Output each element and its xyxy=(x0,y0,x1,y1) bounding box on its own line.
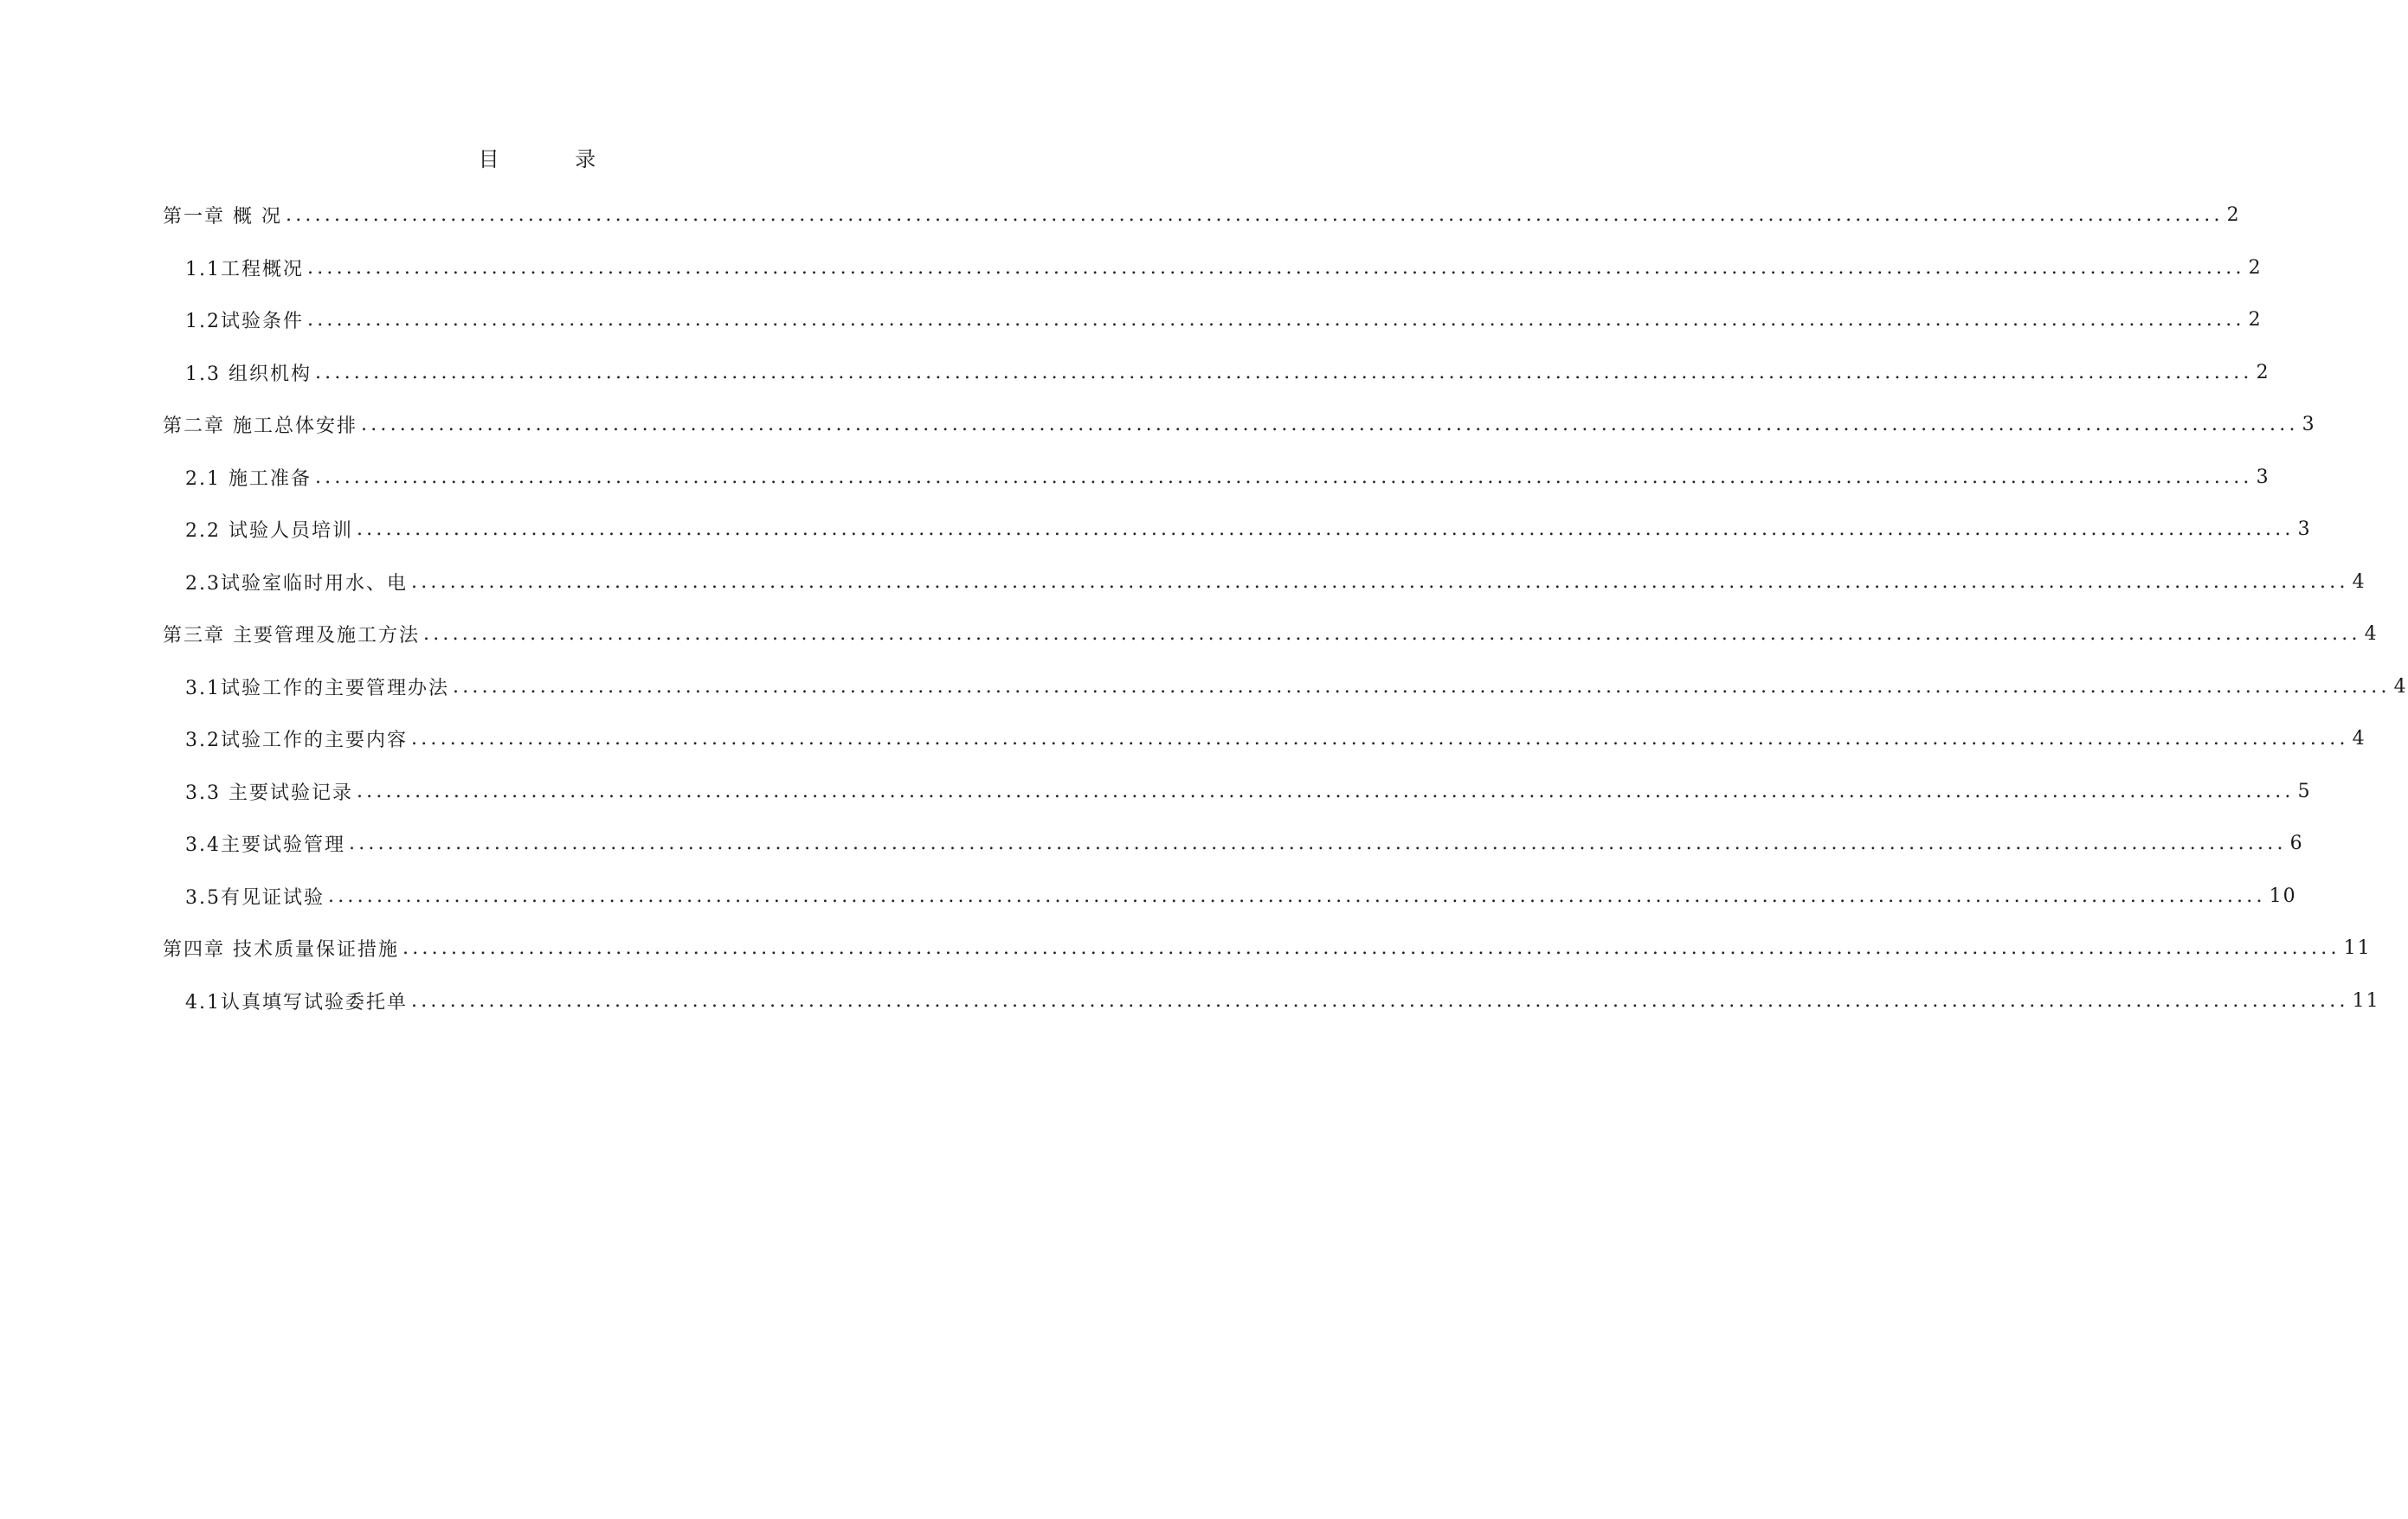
toc-page-number: 4 xyxy=(2393,675,2408,698)
toc-page-number: 5 xyxy=(2297,780,2312,802)
toc-page-number: 2 xyxy=(2248,308,2263,331)
toc-entry-label: 第一章 概 况 xyxy=(163,205,282,228)
toc-entry-label: 3.2试验工作的主要内容 xyxy=(185,729,408,751)
toc-entry[interactable] xyxy=(185,879,2297,913)
toc-entry[interactable] xyxy=(163,616,2379,651)
toc-page-number: 3 xyxy=(2302,413,2316,435)
toc-dot-leader: ........................................................................................................................................................................................................ xyxy=(423,622,2361,645)
toc-page-number: 11 xyxy=(2352,989,2380,1012)
toc-dot-leader: ........................................................................................................................................................................................................ xyxy=(286,203,2224,226)
toc-entry-label: 第三章 主要管理及施工方法 xyxy=(163,624,420,647)
toc-dot-leader: ........................................................................................................................................................................................................ xyxy=(361,413,2299,435)
toc-entry[interactable] xyxy=(185,460,2270,494)
toc-entry-label: 2.1 施工准备 xyxy=(185,467,312,490)
toc-page-number: 10 xyxy=(2269,885,2297,907)
toc-page-number: 11 xyxy=(2343,937,2372,959)
toc-entry-label: 1.2试验条件 xyxy=(185,310,304,332)
toc-entry-label: 3.4主要试验管理 xyxy=(185,834,345,856)
toc-entry[interactable] xyxy=(185,512,2312,546)
toc-page-number: 4 xyxy=(2364,622,2379,645)
toc-dot-leader: ........................................................................................................................................................................................................ xyxy=(411,570,2349,593)
toc-page-number: 4 xyxy=(2352,570,2366,593)
toc-dot-leader: ........................................................................................................................................................................................................ xyxy=(356,780,2295,802)
toc-entry[interactable] xyxy=(185,355,2270,389)
toc-title: 目 录 xyxy=(478,147,631,171)
toc-entry-label: 第四章 技术质量保证措施 xyxy=(163,938,399,961)
toc-entry[interactable] xyxy=(163,930,2372,965)
toc-page-number: 2 xyxy=(2248,256,2263,279)
toc-page-number: 3 xyxy=(2256,466,2270,488)
toc-page-number: 2 xyxy=(2226,203,2241,226)
toc-dot-leader: ........................................................................................................................................................................................................ xyxy=(328,885,2266,907)
toc-dot-leader: ........................................................................................................................................................................................................ xyxy=(349,832,2287,854)
toc-entry[interactable] xyxy=(185,250,2263,285)
toc-entry[interactable] xyxy=(185,983,2380,1018)
toc-entry-label: 3.3 主要试验记录 xyxy=(185,782,353,804)
toc-entry-label: 2.3试验室临时用水、电 xyxy=(185,572,408,595)
toc-entry-label: 1.1工程概况 xyxy=(185,258,304,280)
toc-entry-label: 1.3 组织机构 xyxy=(185,363,312,385)
toc-dot-leader: ........................................................................................................................................................................................................ xyxy=(402,937,2340,959)
toc-entry[interactable] xyxy=(163,407,2316,441)
toc-entry[interactable] xyxy=(185,826,2304,860)
toc-entry-label: 4.1认真填写试验委托单 xyxy=(185,991,408,1014)
toc-dot-leader: ........................................................................................................................................................................................................ xyxy=(411,989,2349,1012)
toc-entry[interactable] xyxy=(185,774,2312,808)
toc-dot-leader: ........................................................................................................................................................................................................ xyxy=(411,727,2349,750)
toc-entry-label: 3.5有见证试验 xyxy=(185,886,325,909)
toc-entry-label: 3.1试验工作的主要管理办法 xyxy=(185,677,449,699)
toc-entry-label: 2.2 试验人员培训 xyxy=(185,519,353,542)
toc-entry[interactable] xyxy=(185,721,2366,756)
toc-dot-leader: ........................................................................................................................................................................................................ xyxy=(314,361,2253,383)
toc-dot-leader: ........................................................................................................................................................................................................ xyxy=(356,518,2295,540)
toc-page-number: 4 xyxy=(2352,727,2366,750)
toc-dot-leader: ........................................................................................................................................................................................................ xyxy=(453,675,2391,698)
toc-dot-leader: ........................................................................................................................................................................................................ xyxy=(314,466,2253,488)
toc-entry-label: 第二章 施工总体安排 xyxy=(163,415,357,437)
toc-entry[interactable] xyxy=(185,564,2366,599)
toc-dot-leader: ........................................................................................................................................................................................................ xyxy=(307,256,2245,279)
toc-entry[interactable] xyxy=(185,669,2408,704)
toc-entry[interactable] xyxy=(163,197,2241,232)
toc-page-number: 6 xyxy=(2289,832,2304,854)
toc-dot-leader: ........................................................................................................................................................................................................ xyxy=(307,308,2245,331)
toc-entry[interactable] xyxy=(185,302,2263,337)
toc-page-number: 3 xyxy=(2297,518,2312,540)
toc-page-number: 2 xyxy=(2256,361,2270,383)
